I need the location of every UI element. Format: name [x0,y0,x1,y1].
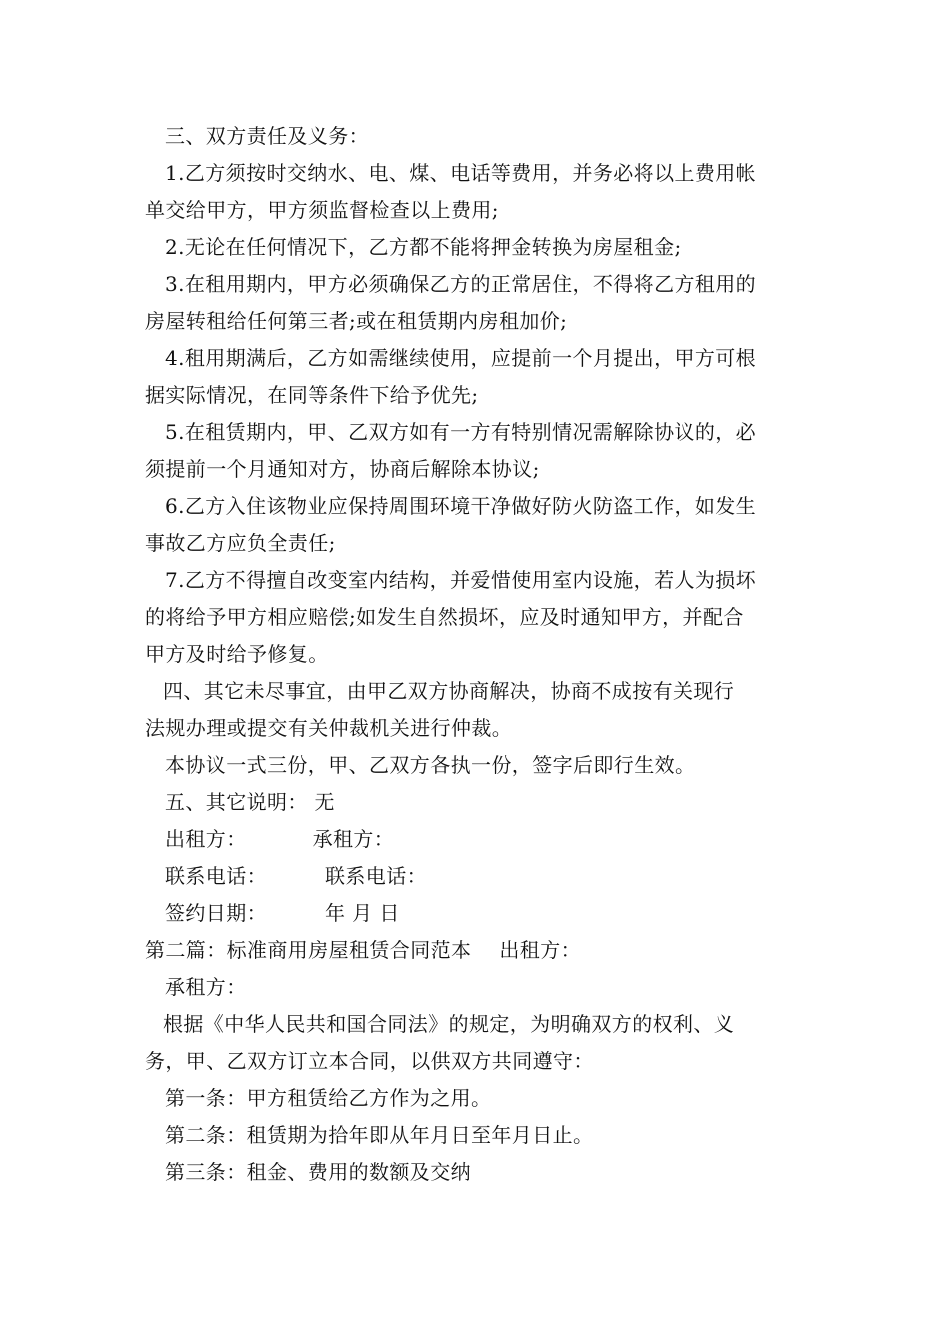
section-4-line-1: 四、其它未尽事宜，由甲乙双方协商解决，协商不成按有关现行 [163,679,735,703]
lessor-phone-label: 联系电话： [165,864,267,888]
clause-3-line-2: 房屋转租给任何第三者;或在租赁期内房租加价; [145,309,568,333]
section-5-note: 五、其它说明： 无 [165,790,335,814]
clause-6-line-1: 6.乙方入住该物业应保持周围环境干净做好防火防盗工作，如发生 [165,494,757,518]
lessor-label: 出租方： [165,827,247,851]
article-2: 第二条：租赁期为拾年即从年月日至年月日止。 [165,1123,594,1147]
phone-row [145,858,810,895]
clause-1-line-2: 单交给甲方，甲方须监督检查以上费用; [145,198,499,222]
clause-7-line-2: 的将给予甲方相应赔偿;如发生自然损坏，应及时通知甲方，并配合 [145,605,744,629]
document-page [145,118,810,1191]
clause-4-line-2: 据实际情况，在同等条件下给予优先; [145,383,479,407]
section-2-preamble-line-2: 务，甲、乙双方订立本合同，以供双方共同遵守： [145,1049,594,1073]
clause-7-line-1: 7.乙方不得擅自改变室内结构，并爱惜使用室内设施，若人为损坏 [165,568,757,592]
article-3: 第三条：租金、费用的数额及交纳 [165,1160,471,1184]
section-4-line-2: 法规办理或提交有关仲裁机关进行仲裁。 [145,716,513,740]
clause-1-line-1: 1.乙方须按时交纳水、电、煤、电话等费用，并务必将以上费用帐 [165,161,757,185]
sign-date-label: 签约日期： [165,901,267,925]
section-2-title: 第二篇：标准商用房屋租赁合同范本 [145,938,472,962]
article-1: 第一条：甲方租赁给乙方作为之用。 [165,1086,492,1110]
sign-date-value: 年 月 日 [325,901,400,925]
clause-6-line-2: 事故乙方应负全责任; [145,531,336,555]
section-heading: 三、双方责任及义务： [165,124,369,148]
clause-7-line-3: 甲方及时给予修复。 [145,642,329,666]
clause-5-line-1: 5.在租赁期内，甲、乙双方如有一方有特别情况需解除协议的，必 [165,420,757,444]
clause-5-line-2: 须提前一个月通知对方，协商后解除本协议; [145,457,540,481]
lessee-label: 承租方： [312,827,395,851]
section-2-lessor-label: 出租方： [499,938,582,962]
copies-statement: 本协议一式三份，甲、乙双方各执一份，签字后即行生效。 [165,753,696,777]
sign-date-row [145,895,810,932]
section-2-title-row [145,932,810,969]
clause-3-line-1: 3.在租用期内，甲方必须确保乙方的正常居住，不得将乙方租用的 [165,272,757,296]
section-2-preamble-line-1: 根据《中华人民共和国合同法》的规定，为明确双方的权利、义 [163,1012,735,1036]
lessee-phone-label: 联系电话： [325,864,427,888]
clause-4-line-1: 4.租用期满后，乙方如需继续使用，应提前一个月提出，甲方可根 [165,346,757,370]
signature-parties-row [145,821,810,858]
section-2-lessee-label: 承租方： [165,975,247,999]
clause-2: 2.无论在任何情况下，乙方都不能将押金转换为房屋租金; [165,235,682,259]
